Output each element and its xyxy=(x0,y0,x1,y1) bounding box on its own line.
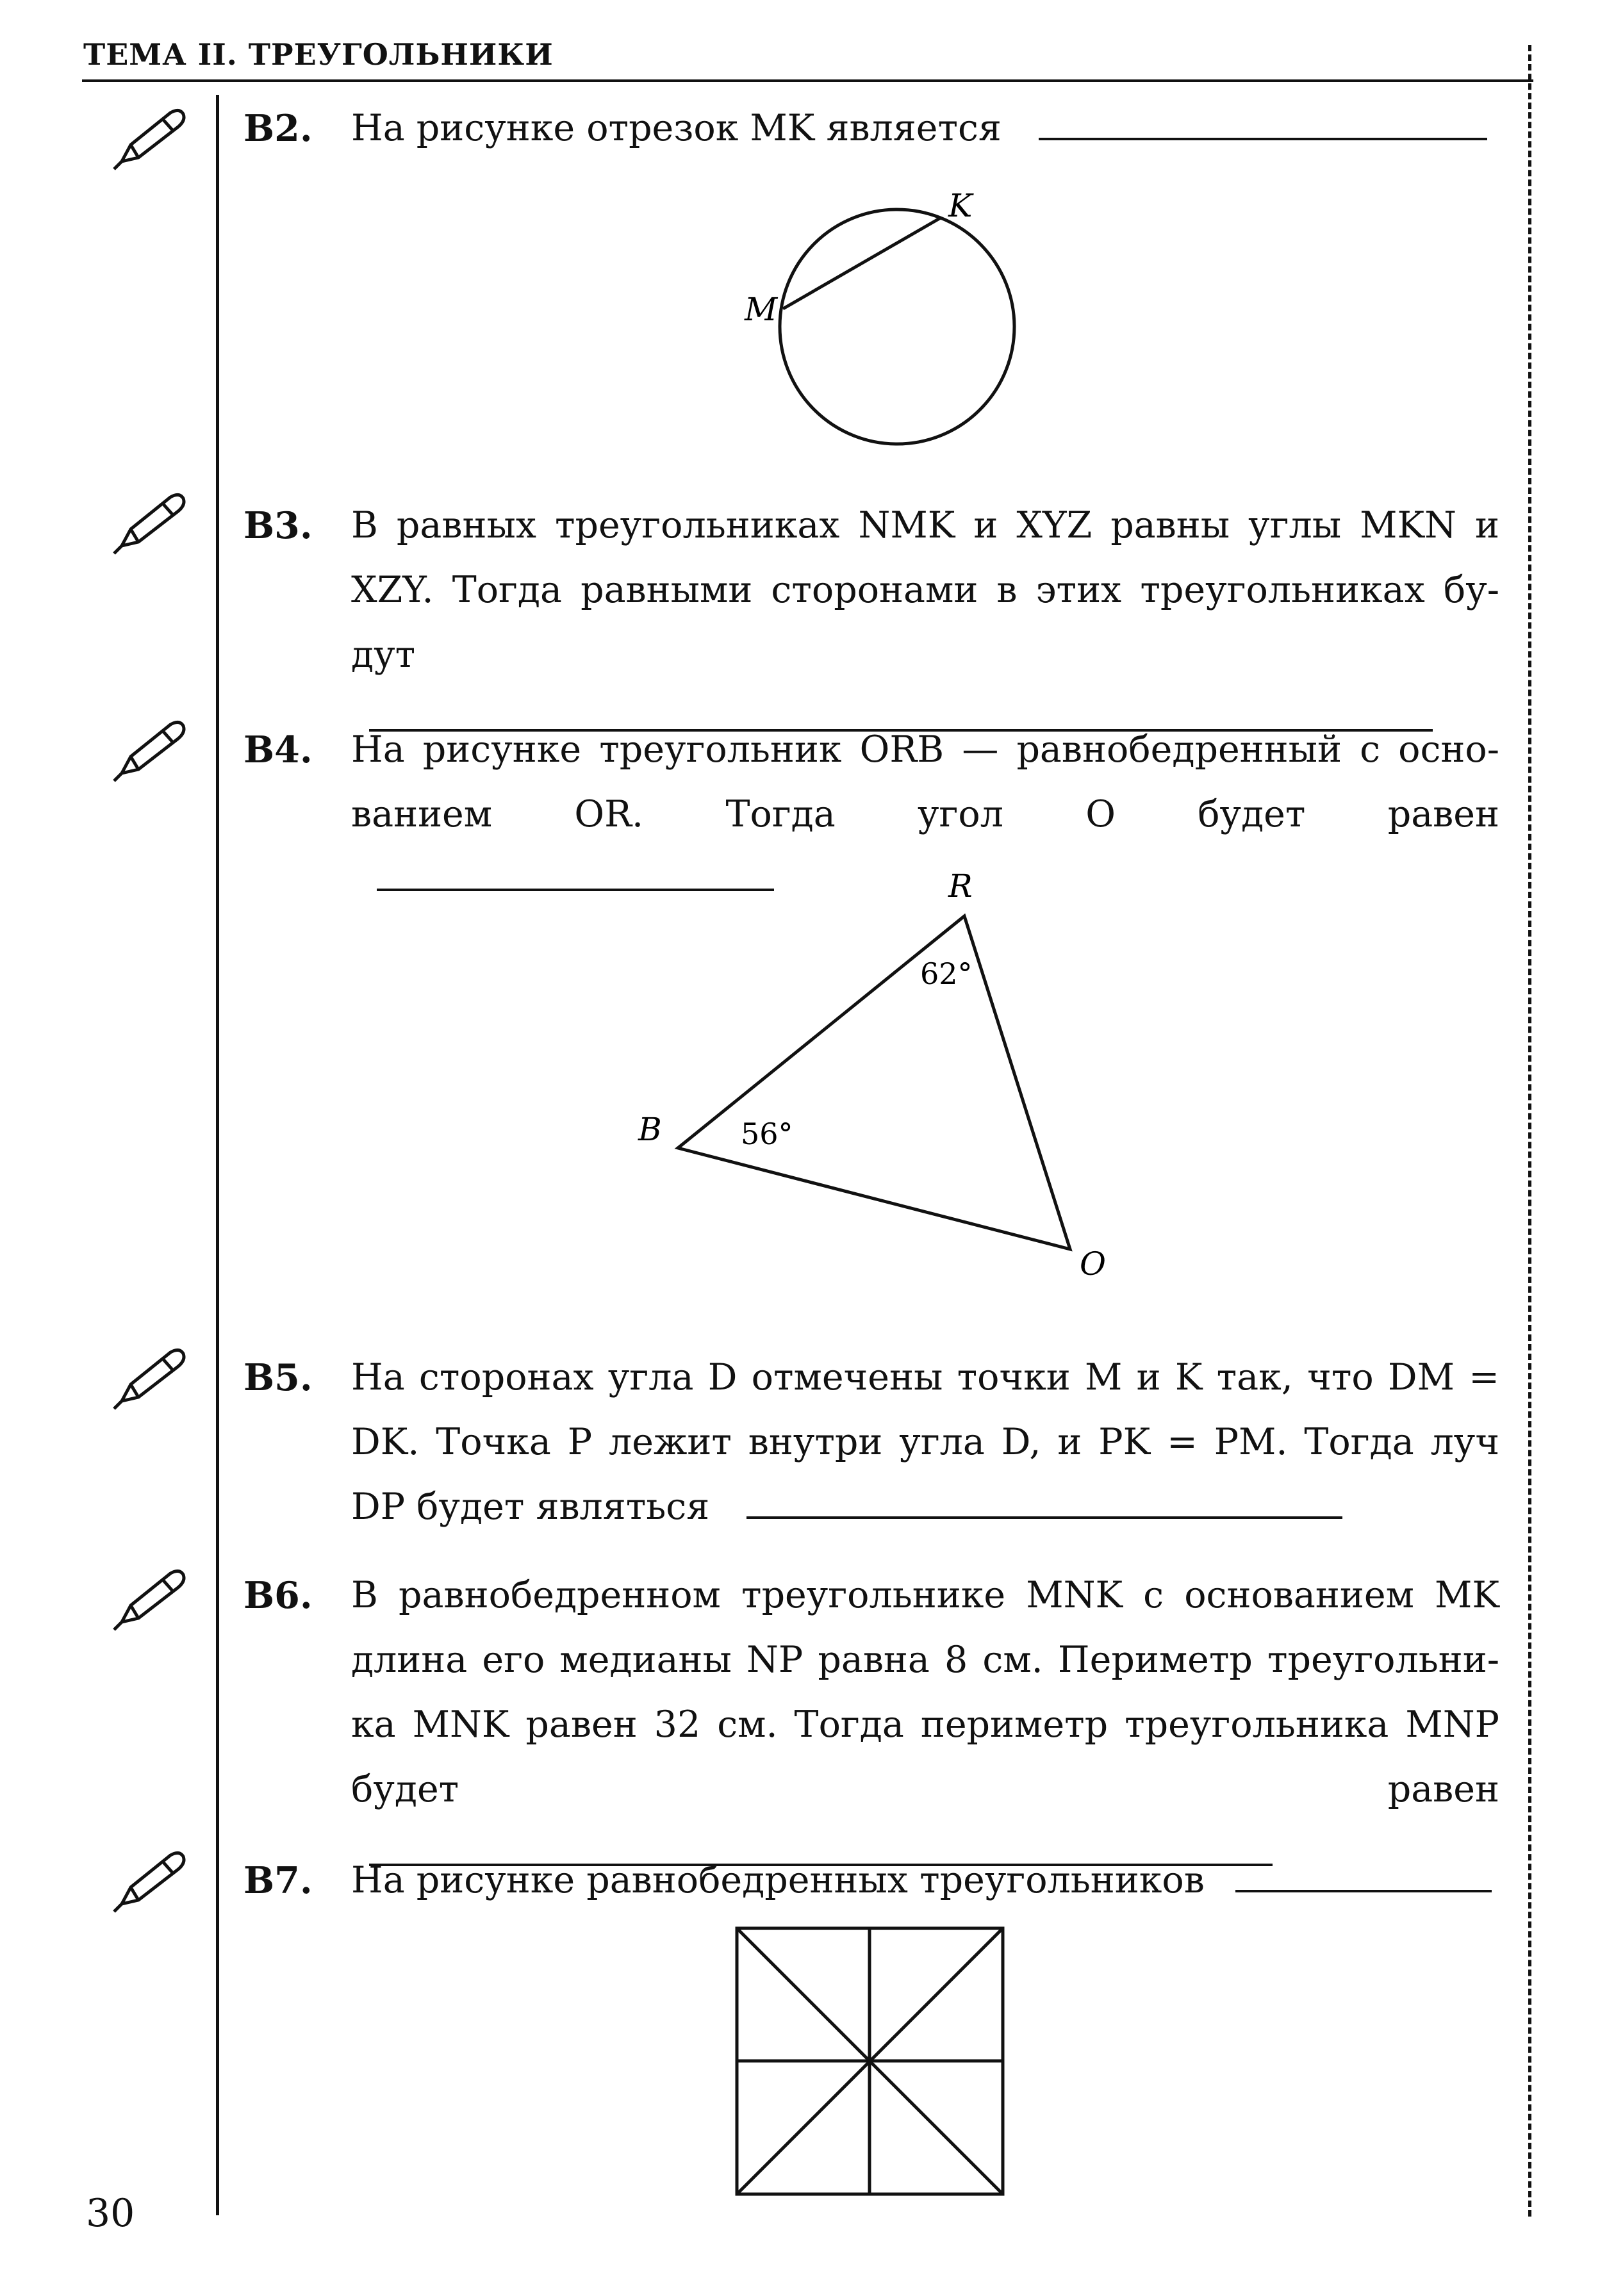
answer-line[interactable] xyxy=(1235,1886,1492,1892)
task-b3 xyxy=(243,493,1512,752)
pen-icon xyxy=(109,102,192,173)
task-text: На рисунке отрезок MK является xyxy=(351,107,1002,149)
label-b: B xyxy=(638,1111,662,1148)
label-m: M xyxy=(745,291,778,328)
task-b5 xyxy=(243,1345,1512,1539)
label-k: K xyxy=(948,187,973,224)
task-text: В равнобедренном треугольнике MNK с основанием MK длина его медианы NP равна 8 см. Периметр треугольника MNK равен 32 см. Тогда периметр треугольника MNP будет равен xyxy=(351,1574,1512,1810)
task-b6 xyxy=(243,1563,1512,1887)
task-number: B4. xyxy=(243,728,313,771)
pen-icon xyxy=(109,1845,192,1915)
figure-circle-chord xyxy=(737,186,1038,468)
angle-b: 56° xyxy=(741,1117,793,1151)
task-b7 xyxy=(243,1848,1499,1913)
figure-triangle-orb xyxy=(615,858,1128,1294)
pen-icon xyxy=(109,1342,192,1413)
margin-rule xyxy=(216,95,219,2215)
pen-icon xyxy=(109,1563,192,1634)
label-r: R xyxy=(948,867,973,905)
task-number: B2. xyxy=(243,107,313,150)
task-number: B7. xyxy=(243,1859,313,1902)
task-number: B3. xyxy=(243,504,313,547)
task-text: На сторонах угла D отмечены точки M и K так, что DM = DK. Точка P лежит внутри угла D, и PK = PM. Тогда луч DP будет являться xyxy=(351,1356,1512,1528)
task-text: На рисунке равнобедренных треугольников xyxy=(351,1859,1205,1901)
page-header: ТЕМА II. ТРЕУГОЛЬНИКИ xyxy=(83,37,554,72)
task-number: B6. xyxy=(243,1574,313,1617)
figure-square-diagonals xyxy=(730,1922,1012,2204)
page-number: 30 xyxy=(86,2191,135,2236)
task-text: На рисунке треугольник ORB — равнобедренный с основанием OR. Тогда угол O будет равен xyxy=(351,728,1499,835)
task-text: В равных треугольниках NMK и XYZ равны углы MKN и XZY. Тогда равными сторонами в этих треугольниках будут xyxy=(351,504,1512,676)
angle-r: 62° xyxy=(920,956,973,991)
answer-line[interactable] xyxy=(1039,134,1487,140)
header-rule xyxy=(82,79,1533,82)
cut-line xyxy=(1528,45,1531,2217)
label-o: O xyxy=(1080,1245,1106,1283)
task-number: B5. xyxy=(243,1356,313,1399)
task-b2 xyxy=(243,96,1499,161)
pen-icon xyxy=(109,487,192,557)
answer-line[interactable] xyxy=(746,1513,1342,1519)
pen-icon xyxy=(109,714,192,785)
